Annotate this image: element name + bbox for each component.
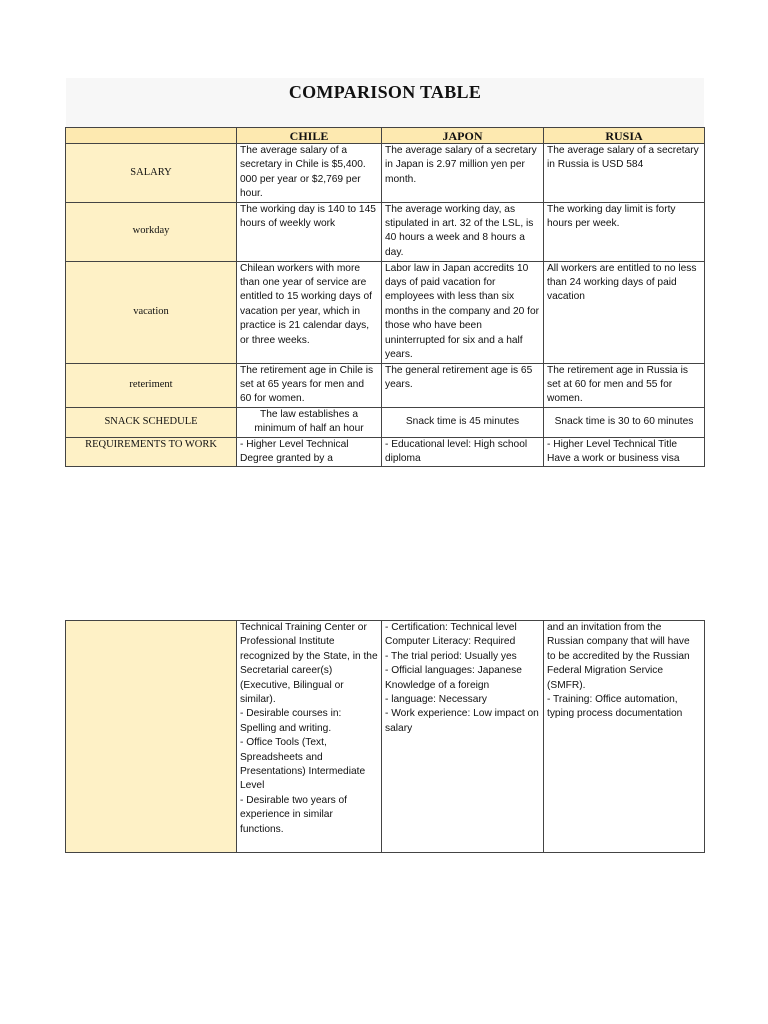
table-row — [66, 261, 705, 363]
cell-chile: - Higher Level Technical Degree granted by a — [237, 437, 382, 467]
row-label-requirements: REQUIREMENTS TO WORK — [66, 437, 237, 467]
cell-japon: - Educational level: High school diploma — [382, 437, 544, 467]
cell-line: - Office Tools (Text, Spreadsheets and Presentations) Intermediate Level — [240, 737, 366, 792]
cell-chile: The retirement age in Chile is set at 65 years for men and 60 for women. — [237, 363, 382, 407]
cell-rusia: - Higher Level Technical Title Have a work or business visa — [544, 437, 705, 467]
cell-line: - Official languages: Japanese Knowledge of a foreign — [385, 665, 522, 691]
cell-japon — [382, 621, 544, 853]
row-label-salary: SALARY — [66, 144, 237, 203]
cell-rusia: The retirement age in Russia is set at 60 for men and 55 for women. — [544, 363, 705, 407]
cell-chile: Chilean workers with more than one year of service are entitled to 15 working days of vacation per year, which in practice is 21 calendar days, or three weeks. — [237, 261, 382, 363]
table-row — [66, 144, 705, 203]
header-cell-rusia: RUSIA — [544, 128, 705, 144]
header-cell-japon: JAPON — [382, 128, 544, 144]
page-title: COMPARISON TABLE — [288, 82, 482, 102]
cell-rusia: The average salary of a secretary in Russia is USD 584 — [544, 144, 705, 203]
cell-line: - Work experience: Low impact on salary — [385, 708, 539, 734]
table-row — [66, 621, 705, 853]
cell-chile: The law establishes a minimum of half an hour — [237, 407, 382, 437]
cell-japon: Snack time is 45 minutes — [382, 407, 544, 437]
cell-japon: Labor law in Japan accredits 10 days of paid vacation for employees with less than six months in the company and 20 for those who have been uninterrupted for six and a half years. — [382, 261, 544, 363]
cell-japon: The average salary of a secretary in Japan is 2.97 million yen per month. — [382, 144, 544, 203]
cell-rusia: Snack time is 30 to 60 minutes — [544, 407, 705, 437]
cell-line: - The trial period: Usually yes — [385, 650, 517, 662]
table-row — [66, 202, 705, 261]
title-band — [66, 78, 704, 127]
cell-line: - Training: Office automation, typing process documentation — [547, 694, 683, 720]
row-label-vacation: vacation — [66, 261, 237, 363]
table-row — [66, 437, 705, 467]
cell-line: Technical Training Center or Professional Institute recognized by the State, in the Secretarial career(s) (Executive, Bilingual or similar). — [240, 622, 378, 706]
cell-rusia: All workers are entitled to no less than 24 working days of paid vacation — [544, 261, 705, 363]
header-row — [66, 128, 705, 144]
row-label-retirement: reteriment — [66, 363, 237, 407]
row-label-snack-schedule: SNACK SCHEDULE — [66, 407, 237, 437]
cell-rusia — [544, 621, 705, 853]
cell-line: - Desirable courses in: Spelling and writing. — [240, 708, 342, 734]
table-row — [66, 363, 705, 407]
header-cell-chile: CHILE — [237, 128, 382, 144]
row-label-continued — [66, 621, 237, 853]
cell-chile: The working day is 140 to 145 hours of weekly work — [237, 202, 382, 261]
table-row — [66, 407, 705, 437]
row-label-workday: workday — [66, 202, 237, 261]
cell-rusia: The working day limit is forty hours per week. — [544, 202, 705, 261]
cell-line: - Desirable two years of experience in similar functions. — [240, 794, 348, 835]
cell-japon: The average working day, as stipulated in art. 32 of the LSL, is 40 hours a week and 8 hours a day. — [382, 202, 544, 261]
comparison-table — [65, 127, 705, 467]
cell-line: - Certification: Technical level Computer Literacy: Required — [385, 622, 517, 648]
header-cell-empty — [66, 128, 237, 144]
cell-line: and an invitation from the Russian company that will have to be accredited by the Russian Federal Migration Service (SMFR). — [547, 622, 690, 691]
cell-line: - language: Necessary — [385, 694, 487, 706]
cell-chile — [237, 621, 382, 853]
cell-japon: The general retirement age is 65 years. — [382, 363, 544, 407]
cell-chile: The average salary of a secretary in Chile is $5,400. 000 per year or $2,769 per hour. — [237, 144, 382, 203]
comparison-table-continued — [65, 620, 705, 853]
